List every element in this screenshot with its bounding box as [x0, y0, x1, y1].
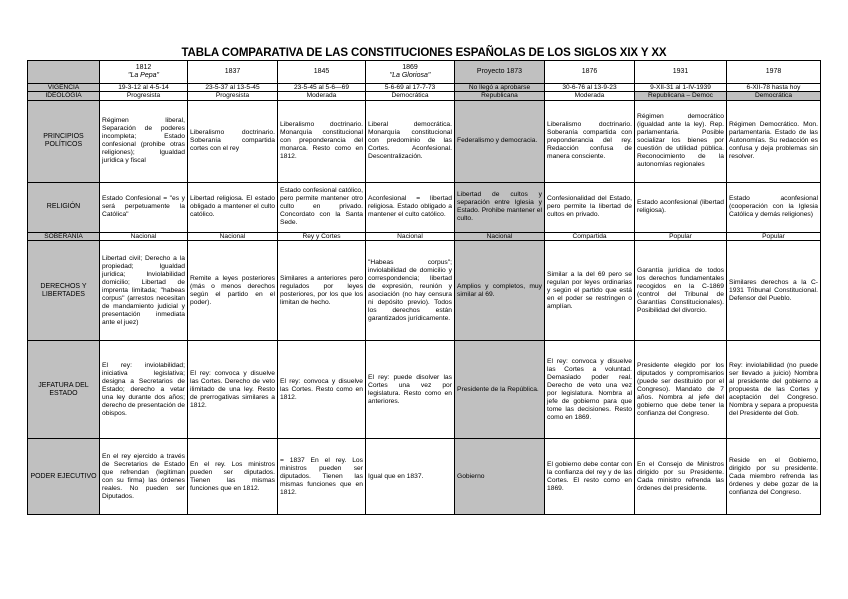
header-year: 1876 — [581, 68, 598, 76]
header-nickname: "La Pepa" — [127, 72, 160, 79]
table-cell: Popular — [635, 232, 727, 240]
table-cell: Democrática — [366, 92, 455, 100]
table-cell: Garantía jurídica de todos los derechos fundamentales recogidos en la C-1869 (control del Tribunal de Garantías Constitucionales). Posibilidad del divorcio. — [635, 241, 727, 341]
header-year: 1812 — [135, 64, 152, 72]
table-cell: 23-5-45 al 5-6—69 — [278, 84, 366, 92]
table-cell: "Habeas corpus"; inviolabilidad de domicilio y correspondencia; libertad de expresión, reunión y asociación (no hay censura ni depósito previo). Todos los derechos están garantizados jurídicamente. — [366, 241, 455, 341]
table-cell: Progresista — [188, 92, 278, 100]
table-cell: Liberal democrática. Monarquía constitucional con predominio de las Cortes. Aconfesional. Descentralización. — [366, 100, 455, 182]
table-cell: Nacional — [366, 232, 455, 240]
row-label: IDEOLOGÍA — [28, 92, 100, 100]
table-cell: Gobierno — [455, 439, 545, 515]
header-nickname: "La Gloriosa" — [389, 72, 431, 79]
row-label: SOBERANÍA — [28, 232, 100, 240]
header-1978 — [727, 61, 821, 84]
table-cell: Republicana — [455, 92, 545, 100]
table-cell: Presidente de la República. — [455, 341, 545, 439]
table-cell: Estado aconfesional (libertad religiosa). — [635, 182, 727, 232]
table-cell: Régimen Democrático. Mon. parlamentaria. Estado de las Autonomías. Su redacción es confusa y deja problemas sin resolver. — [727, 100, 821, 182]
row-ideologia — [28, 92, 821, 100]
header-year: 1869 — [402, 64, 418, 72]
table-cell: En el rey. Los ministros pueden ser diputados. Tienen las mismas funciones que en 1812. — [188, 439, 278, 515]
row-label: RELIGIÓN — [28, 182, 100, 232]
table-cell: Compartida — [545, 232, 635, 240]
header-row — [28, 61, 821, 84]
table-cell: No llegó a aprobarse — [455, 84, 545, 92]
row-vigencia — [28, 84, 821, 92]
table-cell: Libertad de cultos y separación entre Iglesia y Estado. Prohibe mantener el culto. — [455, 182, 545, 232]
table-cell: En el Consejo de Ministros dirigido por su Presidente. Cada ministro refrenda las órdenes del presidente. — [635, 439, 727, 515]
table-cell: Igual que en 1837. — [366, 439, 455, 515]
table-cell: En el rey ejercido a través de Secretarios de Estado que refrendan (legitiman con su firma) las órdenes reales. No pueden ser Diputados. — [100, 439, 188, 515]
table-cell: Moderada — [278, 92, 366, 100]
row-label: PRINCIPIOS POLÍTICOS — [28, 100, 100, 182]
table-cell: 5-6-69 al 17-7-73 — [366, 84, 455, 92]
header-year: Proyecto 1873 — [476, 68, 523, 76]
table-cell: Confesionalidad del Estado, pero permite la libertad de cultos en privado. — [545, 182, 635, 232]
table-cell: Presidente elegido por los diputados y compromisarios (puede ser destituido por el Congreso). Mandato de 7 años. Nombra al jefe del gobierno que debe tener la confianza del Congreso. — [635, 341, 727, 439]
table-cell: Régimen democrático (igualdad ante la ley). Rep. parlamentaria. Posible socializar los bienes por cuestión de utilidad pública. Reconocimiento de la autonomías regionales — [635, 100, 727, 182]
table-cell: Rey: inviolabilidad (no puede ser llevado a juicio) Nombra al presidente del gobierno a propuesta de las Cortes y aceptación del Congreso. Nombra y separa a propuesta del Presidente del Gob. — [727, 341, 821, 439]
row-principios — [28, 100, 821, 182]
table-cell: Régimen liberal, Separación de poderes incompleta; Estado confesional (prohibe otras religiones); Igualdad jurídica y fiscal — [100, 100, 188, 182]
header-1869 — [366, 61, 455, 84]
table-cell: El rey: inviolabilidad; iniciativa legislativa; designa a Secretarios de Estado; derecho a vetar una ley durante dos años; derecho de presentación de obispos. — [100, 341, 188, 439]
table-cell: Libertad religiosa. El estado obligado a mantener el culto católico. — [188, 182, 278, 232]
table-cell: El gobierno debe contar con la confianza del rey y de las Cortes. El resto como en 1869. — [545, 439, 635, 515]
header-year: 1837 — [224, 68, 241, 76]
comparison-table — [27, 60, 821, 515]
table-cell: = 1837 En el rey. Los ministros pueden ser diputados. Tienen las mismas funciones que en 1812. — [278, 439, 366, 515]
table-cell: Estado confesional católico, pero permite mantener otro culto en privado. Concordato con la Santa Sede. — [278, 182, 366, 232]
row-religion — [28, 182, 821, 232]
table-cell: Libertad civil; Derecho a la propiedad; Igualdad jurídica; Inviolabilidad domicilio; Libertad de imprenta limitada; "habeas corpus" (arrestos necesitan de mandamiento judicial y presentación inmediata ante el juez) — [100, 241, 188, 341]
table-cell: Similares a anteriores pero regulados por leyes posteriores, por los que los limitan de hecho. — [278, 241, 366, 341]
table-cell: Nacional — [100, 232, 188, 240]
header-1873 — [455, 61, 545, 84]
table-cell: Similares derechos a la C-1931 Tribunal Constitucional. Defensor del Pueblo. — [727, 241, 821, 341]
row-derechos — [28, 241, 821, 341]
header-1845 — [278, 61, 366, 84]
header-1837 — [188, 61, 278, 84]
table-cell: Estado Confesional = "es y será perpetuamente la Católica" — [100, 182, 188, 232]
table-cell: Federalismo y democracia. — [455, 100, 545, 182]
table-cell: 23-5-37 al 13-5-45 — [188, 84, 278, 92]
table-cell: Liberalismo doctrinario. Monarquía constitucional con preponderancia del monarca. Resto como en 1812. — [278, 100, 366, 182]
table-cell: Moderada — [545, 92, 635, 100]
header-1812 — [100, 61, 188, 84]
table-cell: Reside en el Gobierno, dirigido por su presidente. Cada miembro refrenda las órdenes y debe gozar de la confianza del Congreso. — [727, 439, 821, 515]
table-cell: 30-6-76 al 13-9-23 — [545, 84, 635, 92]
row-label: VIGENCIA — [28, 84, 100, 92]
table-cell: Liberalismo doctrinario. Soberanía compartida cortes con el rey — [188, 100, 278, 182]
row-label: JEFATURA DEL ESTADO — [28, 341, 100, 439]
table-cell: Estado aconfesional (cooperación con la Iglesia Católica y demás religiones) — [727, 182, 821, 232]
header-year: 1845 — [313, 68, 330, 76]
row-label: DERECHOS Y LIBERTADES — [28, 241, 100, 341]
row-poder-ejecutivo — [28, 439, 821, 515]
page-title: TABLA COMPARATIVA DE LAS CONSTITUCIONES ESPAÑOLAS DE LOS SIGLOS XIX Y XX — [181, 47, 667, 59]
table-cell: Amplios y completos, muy similar al 69. — [455, 241, 545, 341]
header-1931 — [635, 61, 727, 84]
header-1876 — [545, 61, 635, 84]
table-cell: Liberalismo doctrinario. Soberanía compartida con preponderancia del rey. Redacción confusa de manera consciente. — [545, 100, 635, 182]
table-cell: El rey: convoca y disuelve las Cortes. Resto como en 1812. — [278, 341, 366, 439]
table-cell: Aconfesional = libertad religiosa. Estado obligado a mantener el culto católico. — [366, 182, 455, 232]
table-cell: Nacional — [188, 232, 278, 240]
table-cell: Nacional — [455, 232, 545, 240]
table-cell: Popular — [727, 232, 821, 240]
row-jefatura — [28, 341, 821, 439]
row-soberania — [28, 232, 821, 240]
table-cell: 6-XII-78 hasta hoy — [727, 84, 821, 92]
header-year: 1931 — [672, 68, 689, 76]
header-year: 1978 — [765, 68, 782, 76]
table-cell: Republicana – Democ — [635, 92, 727, 100]
table-cell: El rey: convoca y disuelve las Cortes. Derecho de veto ilimitado de una ley. Resto de prerrogativas similares a 1812. — [188, 341, 278, 439]
table-cell: Remite a leyes posteriores (más o menos derechos según el partido en el poder). — [188, 241, 278, 341]
table-cell: 19-3-12 al 4-5-14 — [100, 84, 188, 92]
table-cell: El rey: puede disolver las Cortes una vez por legislatura. Resto como en anteriores. — [366, 341, 455, 439]
table-cell: El rey: convoca y disuelve las Cortes a voluntad. Demasiado poder real. Derecho de veto una vez por legislatura. Nombra al jefe de gobierno para que tome las decisiones. Resto como en 1869. — [545, 341, 635, 439]
table-cell: 9-XII-31 al 1-IV-1939 — [635, 84, 727, 92]
row-label: PODER EJECUTIVO — [28, 439, 100, 515]
header-corner — [28, 61, 100, 84]
table-cell: Progresista — [100, 92, 188, 100]
table-cell: Democrática — [727, 92, 821, 100]
table-cell: Similar a la del 69 pero se regulan por leyes ordinarias y según el partido que está en el poder se restringen o amplían. — [545, 241, 635, 341]
table-cell: Rey y Cortes — [278, 232, 366, 240]
